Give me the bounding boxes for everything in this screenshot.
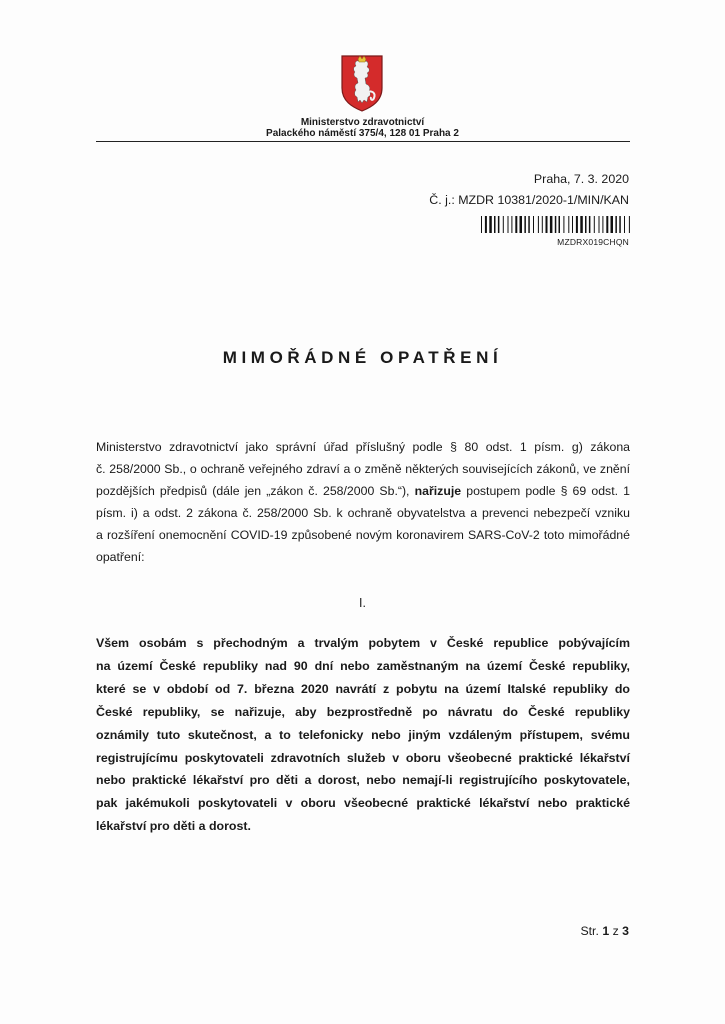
place-date: Praha, 7. 3. 2020: [533, 172, 629, 186]
intro-line: a rozšíření onemocnění COVID-19 způsobené novým koronavirem SARS-CoV-2 toto mimořádné: [96, 528, 630, 542]
barcode-bar: [619, 216, 621, 233]
barcode-bar: [542, 216, 543, 233]
barcode-bar: [611, 216, 614, 233]
barcode-bar: [503, 216, 504, 233]
section-line: lékařství pro děti a dorost.: [96, 819, 251, 834]
section-line: pak jakémukoli poskytovateli v oboru všeobecné praktické lékařství nebo praktické: [96, 796, 630, 811]
barcode: [481, 216, 630, 233]
intro-line: č. 258/2000 Sb., o ochraně veřejného zdraví a o změně některých souvisejících zákonů, ve znění: [96, 462, 630, 476]
barcode-bar: [615, 216, 617, 233]
barcode-bar: [520, 216, 523, 233]
barcode-bar: [546, 216, 548, 233]
barcode-bar: [602, 216, 603, 233]
section-line: nebo praktické lékařství pro děti a dorost, nebo nemají-li registrujícího poskytovatele,: [96, 773, 630, 788]
barcode-bar: [629, 216, 630, 233]
barcode-bar: [550, 216, 553, 233]
ministry-address: Palackého náměstí 375/4, 128 01 Praha 2: [266, 128, 459, 139]
barcode-bar: [533, 216, 534, 233]
barcode-bar: [559, 216, 561, 233]
barcode-bar: [624, 216, 625, 233]
barcode-bar: [563, 216, 564, 233]
barcode-text: MZDRX019CHQN: [557, 237, 629, 247]
barcode-bar: [485, 216, 487, 233]
intro-text: postupem podle § 69 odst. 1: [461, 484, 631, 498]
page-prefix: Str.: [580, 924, 599, 938]
section-line: oznámily tuto skutečnost, a to telefonicky nebo jiným vzdáleným přístupem, svému: [96, 727, 630, 742]
page-total: 3: [622, 924, 629, 938]
intro-text: pozdějších předpisů (dále jen „zákon č. 258/2000 Sb.“),: [96, 484, 415, 498]
barcode-bar: [568, 216, 569, 233]
barcode-bar: [538, 216, 539, 233]
reference-number: Č. j.: MZDR 10381/2020-1/MIN/KAN: [429, 193, 629, 207]
barcode-bar: [489, 216, 492, 233]
barcode-bar: [580, 216, 583, 233]
barcode-bar: [511, 216, 512, 233]
section-number: I.: [359, 596, 366, 610]
barcode-bar: [606, 216, 608, 233]
barcode-bar: [589, 216, 591, 233]
intro-line: [96, 480, 630, 502]
barcode-bar: [508, 216, 509, 233]
page-current: 1: [602, 924, 610, 938]
barcode-bar: [594, 216, 595, 233]
document-title: MIMOŘÁDNÉ OPATŘENÍ: [222, 348, 503, 367]
intro-line: písm. i) a odst. 2 zákona č. 258/2000 Sb. k ochraně obyvatelstva a prevenci nebezpečí vzniku: [96, 506, 630, 520]
barcode-bar: [494, 216, 496, 233]
barcode-bar: [515, 216, 517, 233]
barcode-bar: [481, 216, 482, 233]
intro-line: Ministerstvo zdravotnictví jako správní úřad příslušný podle § 80 odst. 1 písm. g) zákona: [96, 440, 630, 454]
section-line: registrujícímu poskytovateli zdravotních služeb v oboru všeobecné praktické lékařství: [96, 750, 630, 765]
page-number: [580, 924, 629, 938]
barcode-bar: [572, 216, 573, 233]
barcode-bar: [498, 216, 500, 233]
header-divider: [96, 141, 630, 142]
section-line: České republiky, se nařizuje, aby bezprostředně po návratu do České republiky: [96, 704, 630, 719]
barcode-bar: [576, 216, 578, 233]
intro-bold-verb: nařizuje: [414, 484, 462, 498]
section-line: Všem osobám s přechodným a trvalým pobytem v České republice pobývajícím: [96, 636, 630, 650]
barcode-bar: [585, 216, 587, 233]
ministry-name: Ministerstvo zdravotnictví: [300, 117, 425, 128]
section-paragraph: [96, 632, 630, 838]
czech-coat-of-arms-icon: [340, 54, 384, 112]
barcode-bar: [528, 216, 530, 233]
section-line: které se v období od 7. března 2020 navrátí z pobytu na území Italské republiky do: [96, 681, 630, 696]
barcode-bar: [524, 216, 526, 233]
barcode-bar: [555, 216, 557, 233]
intro-line: opatření:: [96, 550, 145, 564]
intro-paragraph: [96, 436, 630, 568]
section-line: na území České republiky nad 90 dní nebo zaměstnaným na území České republiky,: [96, 658, 630, 673]
page-sep: z: [612, 924, 619, 938]
barcode-bar: [599, 216, 600, 233]
